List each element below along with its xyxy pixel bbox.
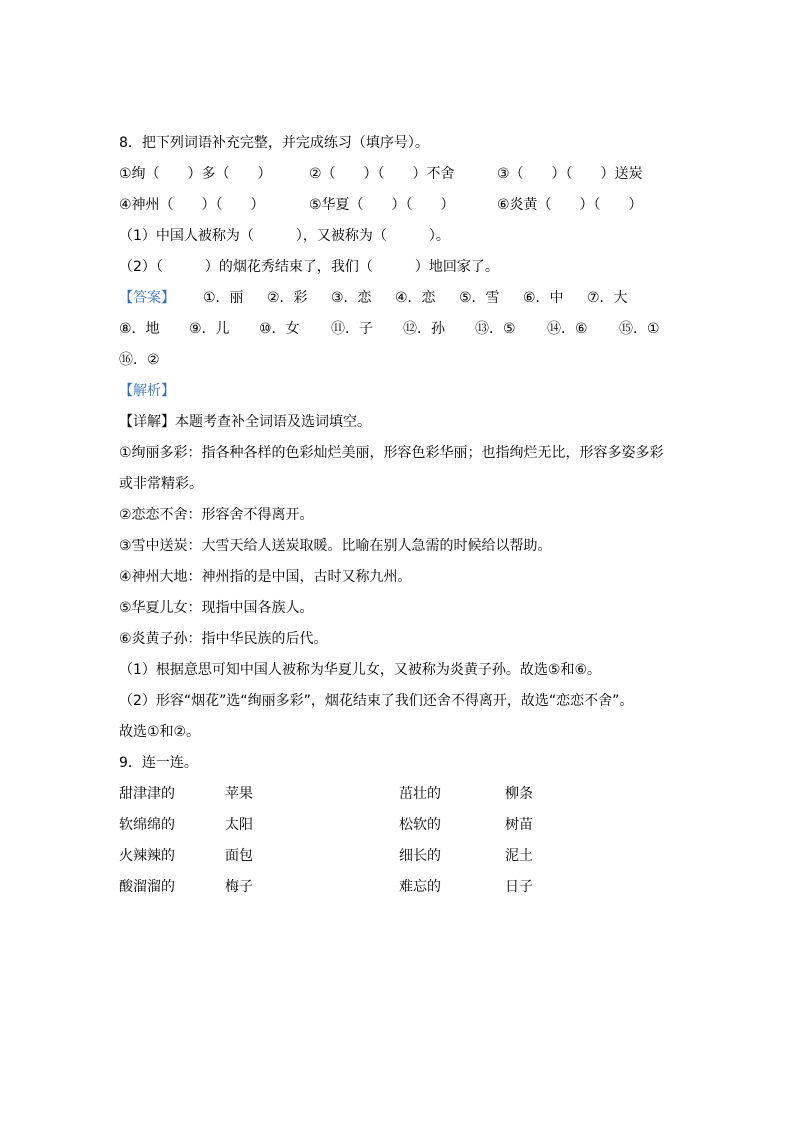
match-right-adjective: 茁壮的 [399,786,441,802]
blank-item: ③（ ）（ ）送炭 [497,166,643,182]
answer-item: ③．恋 [331,290,372,306]
q8-subquestion-2: （2）（ ）的烟花秀结束了，我们（ ）地回家了。 [119,259,499,275]
explanation-line: （2）形容“烟花”选“绚丽多彩”，烟花结束了我们还舍不得离开，故选“恋恋不舍”。 [119,693,634,709]
blank-item: ⑥炎黄（ ）（ ） [497,197,643,213]
explanation-line: ⑤华夏儿女：现指中国各族人。 [119,600,314,616]
blank-item: ②（ ）（ ）不舍 [309,166,455,182]
blank-item: ①绚（ ）多（ ） [119,166,272,182]
match-left-noun: 梅子 [225,879,253,895]
answer-row-3 [119,345,679,376]
answer-item: ④．恋 [395,290,436,306]
match-right-adjective: 松软的 [399,817,441,833]
q8-blank-row-1 [119,159,679,190]
match-row [119,872,679,903]
match-right-noun: 泥土 [505,848,533,864]
answer-item: ⑭．⑥ [547,321,588,337]
blank-item: ④神州（ ）（ ） [119,197,265,213]
explanation-line: 或非常精彩。 [119,476,203,492]
match-left-noun: 面包 [225,848,253,864]
match-right-noun: 树苗 [505,817,533,833]
answer-item: ①．丽 [203,290,244,306]
analysis-label: 【解析】 [119,383,175,399]
q8-subquestion-1: （1）中国人被称为（ ），又被称为（ ）。 [119,228,450,244]
match-left-adjective: 甜津津的 [119,786,175,802]
answer-item: ⑧．地 [119,321,160,337]
answer-row-2 [119,314,679,345]
q8-blank-row-2 [119,190,679,221]
answer-item: ⑮．① [619,321,660,337]
match-left-adjective: 火辣辣的 [119,848,175,864]
match-left-adjective: 酸溜溜的 [119,879,175,895]
explanation-line: ②恋恋不舍：形容舍不得离开。 [119,507,314,523]
match-right-adjective: 难忘的 [399,879,441,895]
q8-title: 8．把下列词语补充完整，并完成练习（填序号）。 [119,135,429,151]
answer-item: ⑪．子 [331,321,373,337]
match-row [119,841,679,872]
explanation-line: （1）根据意思可知中国人被称为华夏儿女，又被称为炎黄子孙。故选⑤和⑥。 [119,662,602,678]
match-right-noun: 柳条 [505,786,533,802]
match-right-adjective: 细长的 [399,848,441,864]
explanation-line: 故选①和②。 [119,724,201,740]
answer-item: ②．彩 [267,290,308,306]
explanation-line: ⑥炎黄子孙：指中华民族的后代。 [119,631,328,647]
answer-row-1 [119,283,679,314]
answer-item: ⑬．⑤ [475,321,516,337]
explanation-line: ③雪中送炭：大雪天给人送炭取暖。比喻在别人急需的时候给以帮助。 [119,538,552,554]
blank-item: ⑤华夏（ ）（ ） [309,197,455,213]
match-left-adjective: 软绵绵的 [119,817,175,833]
answer-item: ⑯．② [119,352,160,368]
match-row [119,810,679,841]
document-page [119,128,679,903]
answer-item: ⑨．儿 [189,321,230,337]
answer-item: ⑦．大 [587,290,628,306]
q9-title: 9．连一连。 [119,755,198,771]
match-left-noun: 太阳 [225,817,253,833]
answer-label: 【答案】 [119,290,175,306]
explanation-line: ①绚丽多彩：指各种各样的色彩灿烂美丽，形容色彩华丽；也指绚烂无比，形容多姿多彩 [119,445,664,461]
match-row [119,779,679,810]
explanation-line: ④神州大地：神州指的是中国，古时又称九州。 [119,569,412,585]
answer-item: ⑤．雪 [459,290,500,306]
detail-line: 【详解】本题考查补全词语及选词填空。 [119,414,371,430]
answer-item: ⑥．中 [523,290,564,306]
match-right-noun: 日子 [505,879,533,895]
answer-item: ⑫．孙 [403,321,445,337]
match-left-noun: 苹果 [225,786,253,802]
answer-item: ⑩．女 [259,321,300,337]
